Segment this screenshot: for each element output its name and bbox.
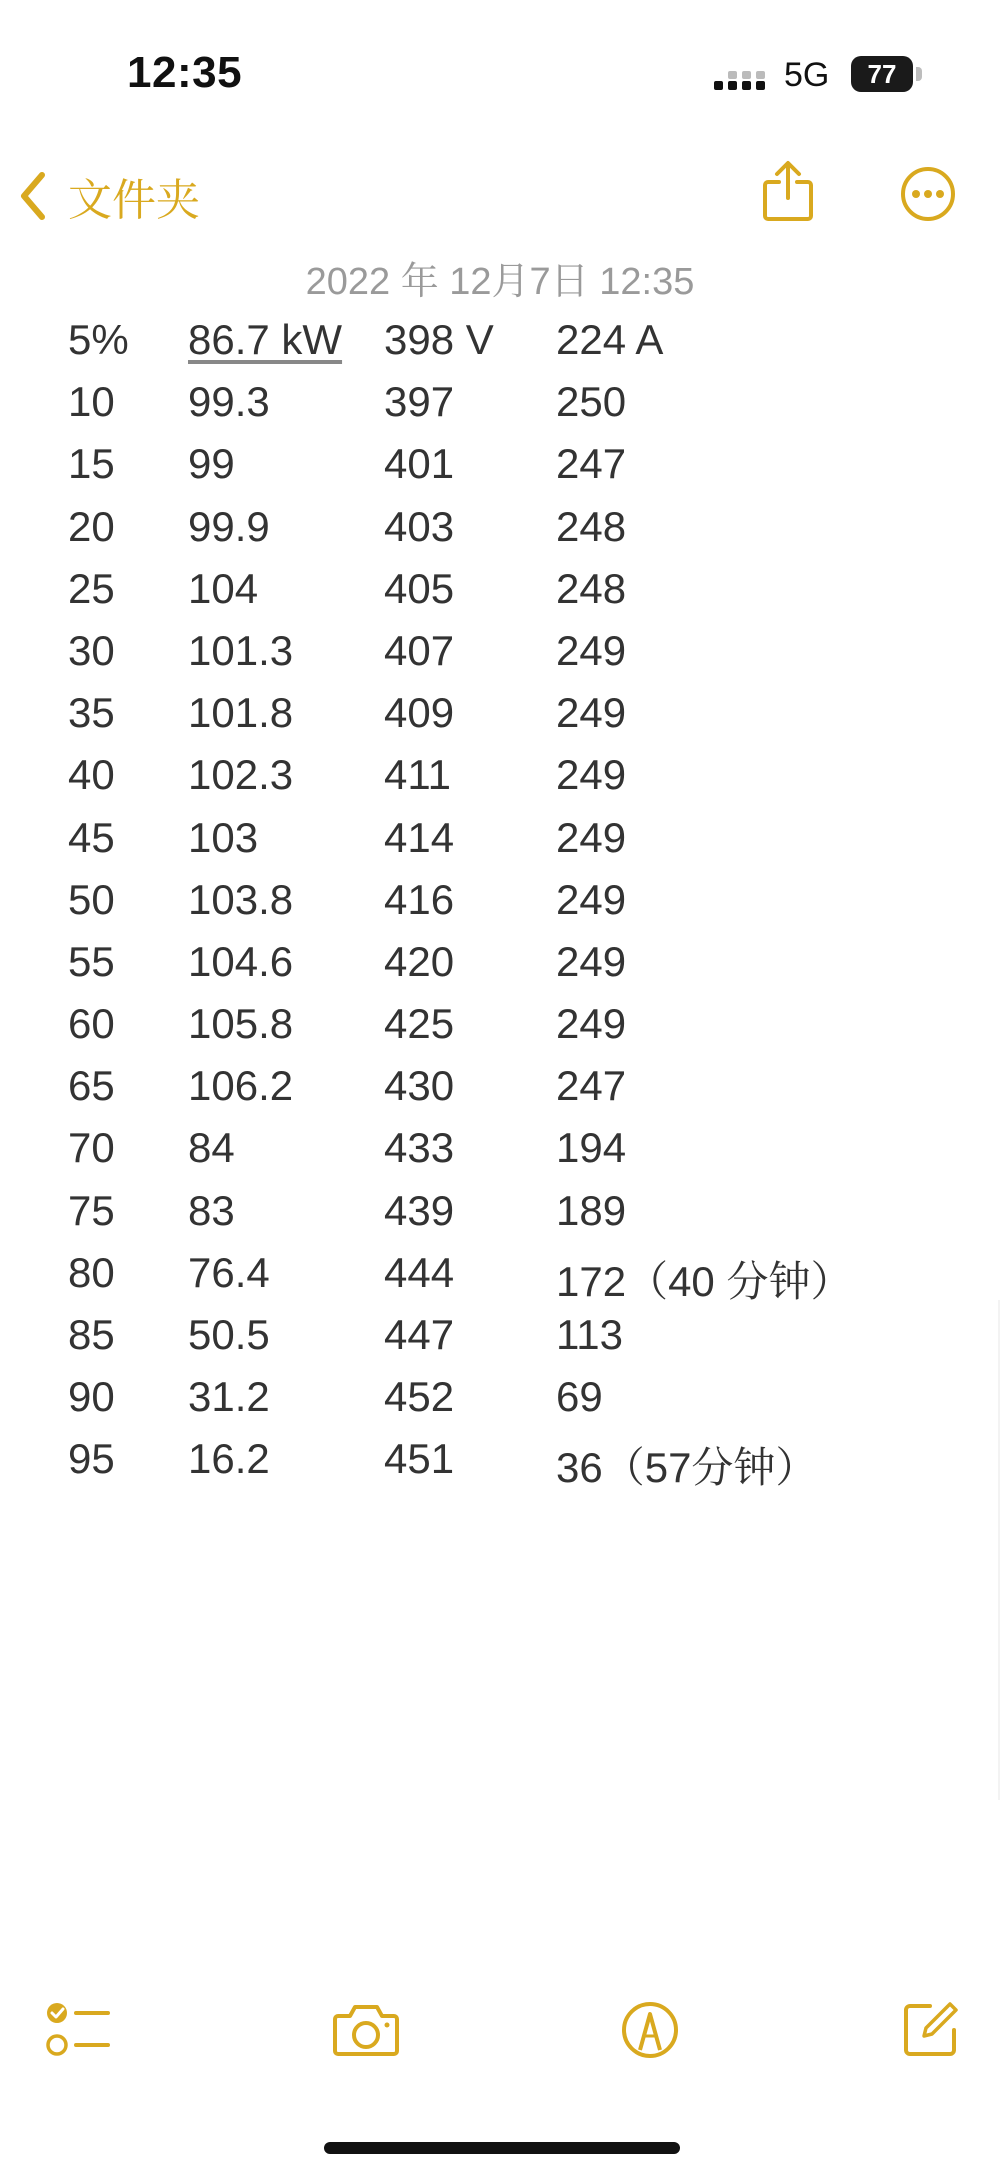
note-date: 2022 年 12月7日 12:35 [305, 261, 695, 303]
voltage-v: 420 [384, 937, 455, 985]
voltage-v: 425 [384, 1000, 455, 1048]
soc-percent: 90 [68, 1373, 115, 1421]
voltage-v: 401 [384, 440, 455, 488]
power-kw: 83 [188, 1186, 235, 1234]
soc-percent: 25 [68, 564, 115, 612]
soc-percent: 85 [68, 1311, 115, 1358]
voltage-v: 414 [384, 813, 455, 861]
power-kw: 99.9 [188, 502, 270, 550]
power-kw: 84 [188, 1124, 235, 1172]
voltage-v: 407 [384, 626, 455, 674]
note-line [0, 996, 1000, 1058]
power-kw: 101.3 [188, 626, 294, 674]
home-indicator[interactable] [324, 2142, 680, 2154]
share-icon[interactable] [762, 158, 814, 222]
back-button[interactable] [18, 164, 200, 228]
soc-percent: 40 [68, 751, 115, 799]
current-a: 249 [556, 689, 627, 737]
soc-percent: 95 [68, 1435, 115, 1483]
voltage-v: 411 [384, 751, 451, 799]
voltage-v: 433 [384, 1124, 455, 1172]
voltage-v: 416 [384, 875, 455, 923]
note-line [0, 623, 1000, 685]
current-a: 224 A [556, 316, 664, 363]
voltage-v: 409 [384, 689, 455, 737]
current-a: 247 [556, 440, 627, 488]
note-line [0, 374, 1000, 436]
soc-percent: 30 [68, 626, 115, 674]
soc-percent: 45 [68, 813, 115, 861]
soc-percent: 5% [68, 316, 129, 363]
note-body[interactable] [0, 312, 1000, 1494]
power-kw: 50.5 [188, 1311, 270, 1358]
voltage-v: 444 [384, 1248, 455, 1296]
voltage-v: 452 [384, 1373, 455, 1421]
battery-cap [916, 67, 922, 81]
soc-percent: 80 [68, 1248, 115, 1296]
power-kw: 16.2 [188, 1435, 270, 1483]
power-kw: 99.3 [188, 378, 270, 426]
power-kw: 103 [188, 813, 259, 861]
soc-percent: 75 [68, 1186, 115, 1234]
soc-percent: 20 [68, 502, 115, 550]
voltage-v: 398 V [384, 316, 494, 363]
note-line [0, 436, 1000, 498]
camera-icon[interactable] [332, 2002, 400, 2058]
current-a: 248 [556, 564, 627, 612]
current-a: 249 [556, 751, 627, 799]
current-a: 36（57分钟） [556, 1444, 818, 1492]
note-line [0, 1183, 1000, 1245]
power-kw: 99 [188, 440, 235, 488]
voltage-v: 405 [384, 564, 455, 612]
note-line [0, 1245, 1000, 1307]
voltage-v: 397 [384, 378, 455, 426]
power-kw: 104 [188, 564, 259, 612]
power-kw: 102.3 [188, 751, 294, 799]
current-a: 248 [556, 502, 627, 550]
current-a: 249 [556, 937, 627, 985]
power-kw: 103.8 [188, 875, 294, 923]
note-line [0, 685, 1000, 747]
current-a: 247 [556, 1062, 627, 1110]
note-line [0, 499, 1000, 561]
current-a: 69 [556, 1373, 603, 1421]
markup-pen-icon[interactable] [620, 2000, 680, 2060]
voltage-v: 451 [384, 1435, 455, 1483]
power-kw: 105.8 [188, 1000, 294, 1048]
power-kw: 86.7 kW [188, 316, 343, 363]
soc-percent: 50 [68, 875, 115, 923]
soc-percent: 10 [68, 378, 115, 426]
voltage-v: 403 [384, 502, 455, 550]
network-type: 5G [784, 56, 830, 94]
note-line [0, 312, 1000, 374]
back-label: 文件夹 [68, 176, 200, 225]
soc-percent: 70 [68, 1124, 115, 1172]
current-a: 249 [556, 813, 627, 861]
note-line [0, 1058, 1000, 1120]
note-line [0, 1120, 1000, 1182]
compose-icon[interactable] [902, 2000, 960, 2058]
voltage-v: 447 [384, 1311, 455, 1358]
current-a: 250 [556, 378, 627, 426]
current-a: 194 [556, 1124, 627, 1172]
voltage-v: 439 [384, 1186, 455, 1234]
note-line [0, 810, 1000, 872]
soc-percent: 60 [68, 1000, 115, 1048]
note-line [0, 747, 1000, 809]
current-a: 249 [556, 875, 627, 923]
power-kw: 104.6 [188, 937, 294, 985]
soc-percent: 15 [68, 440, 115, 488]
power-kw: 76.4 [188, 1248, 270, 1296]
soc-percent: 65 [68, 1062, 115, 1110]
checklist-icon[interactable] [46, 2000, 112, 2060]
note-line [0, 1307, 1000, 1369]
note-line [0, 934, 1000, 996]
battery-level: 77 [867, 59, 897, 89]
battery-icon [851, 56, 913, 92]
current-a: 249 [556, 1000, 627, 1048]
cellular-signal-icon [714, 66, 768, 90]
note-line [0, 561, 1000, 623]
current-a: 249 [556, 626, 627, 674]
ellipsis-circle-icon[interactable] [900, 166, 956, 222]
soc-percent: 55 [68, 937, 115, 985]
note-line [0, 872, 1000, 934]
current-a: 172（40 分钟） [556, 1257, 853, 1305]
soc-percent: 35 [68, 689, 115, 737]
power-kw: 106.2 [188, 1062, 294, 1110]
current-a: 113 [556, 1311, 623, 1358]
note-line [0, 1369, 1000, 1431]
power-kw: 101.8 [188, 689, 294, 737]
voltage-v: 430 [384, 1062, 455, 1110]
power-kw: 31.2 [188, 1373, 270, 1421]
chevron-left-icon [18, 171, 48, 221]
status-time: 12:35 [127, 48, 243, 97]
note-line [0, 1431, 1000, 1493]
current-a: 189 [556, 1186, 627, 1234]
